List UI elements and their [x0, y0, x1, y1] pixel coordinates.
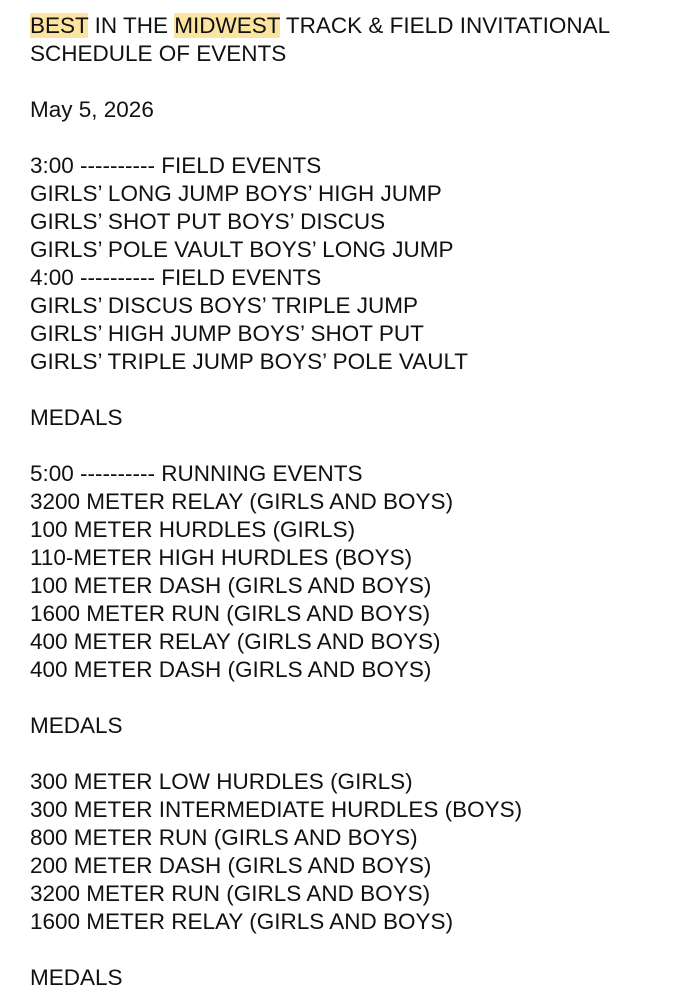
field-event-line: GIRLS’ HIGH JUMP BOYS’ SHOT PUT: [30, 321, 424, 346]
blank-line: [30, 740, 670, 768]
highlighted-word-best: BEST: [30, 13, 89, 38]
blank-line: [30, 376, 670, 404]
blank-line: [30, 124, 670, 152]
title-text-rest: TRACK & FIELD INVITATIONAL: [280, 13, 611, 38]
running-event-line: 100 METER DASH (GIRLS AND BOYS): [30, 573, 432, 598]
field-events-time-1: 3:00 ---------- FIELD EVENTS: [30, 153, 322, 178]
field-event-line: GIRLS’ DISCUS BOYS’ TRIPLE JUMP: [30, 293, 419, 318]
running-event-line: 110-METER HIGH HURDLES (BOYS): [30, 545, 413, 570]
blank-line: [30, 684, 670, 712]
running-event-line: 1600 METER RELAY (GIRLS AND BOYS): [30, 909, 454, 934]
field-event-line: GIRLS’ POLE VAULT BOYS’ LONG JUMP: [30, 237, 454, 262]
running-event-line: 200 METER DASH (GIRLS AND BOYS): [30, 853, 432, 878]
running-event-line: 400 METER DASH (GIRLS AND BOYS): [30, 657, 432, 682]
running-event-line: 400 METER RELAY (GIRLS AND BOYS): [30, 629, 441, 654]
field-event-line: GIRLS’ TRIPLE JUMP BOYS’ POLE VAULT: [30, 349, 469, 374]
blank-line: [30, 68, 670, 96]
blank-line: [30, 432, 670, 460]
field-event-line: GIRLS’ SHOT PUT BOYS’ DISCUS: [30, 209, 386, 234]
field-events-time-2: 4:00 ---------- FIELD EVENTS: [30, 265, 322, 290]
medals-heading: MEDALS: [30, 713, 123, 738]
running-event-line: 300 METER INTERMEDIATE HURDLES (BOYS): [30, 797, 523, 822]
running-event-line: 3200 METER RELAY (GIRLS AND BOYS): [30, 489, 454, 514]
running-event-line: 800 METER RUN (GIRLS AND BOYS): [30, 825, 418, 850]
running-event-line: 3200 METER RUN (GIRLS AND BOYS): [30, 881, 431, 906]
running-events-time: 5:00 ---------- RUNNING EVENTS: [30, 461, 363, 486]
blank-line: [30, 936, 670, 964]
document-body: [30, 12, 670, 992]
field-event-line: GIRLS’ LONG JUMP BOYS’ HIGH JUMP: [30, 181, 442, 206]
document-subtitle: SCHEDULE OF EVENTS: [30, 41, 287, 66]
document-title: [30, 12, 670, 40]
title-text-in-the: IN THE: [88, 13, 175, 38]
running-event-line: 100 METER HURDLES (GIRLS): [30, 517, 356, 542]
running-event-line: 300 METER LOW HURDLES (GIRLS): [30, 769, 413, 794]
highlighted-word-midwest: MIDWEST: [174, 13, 281, 38]
medals-heading: MEDALS: [30, 405, 123, 430]
event-date: May 5, 2026: [30, 97, 154, 122]
medals-heading: MEDALS: [30, 965, 123, 990]
running-event-line: 1600 METER RUN (GIRLS AND BOYS): [30, 601, 431, 626]
